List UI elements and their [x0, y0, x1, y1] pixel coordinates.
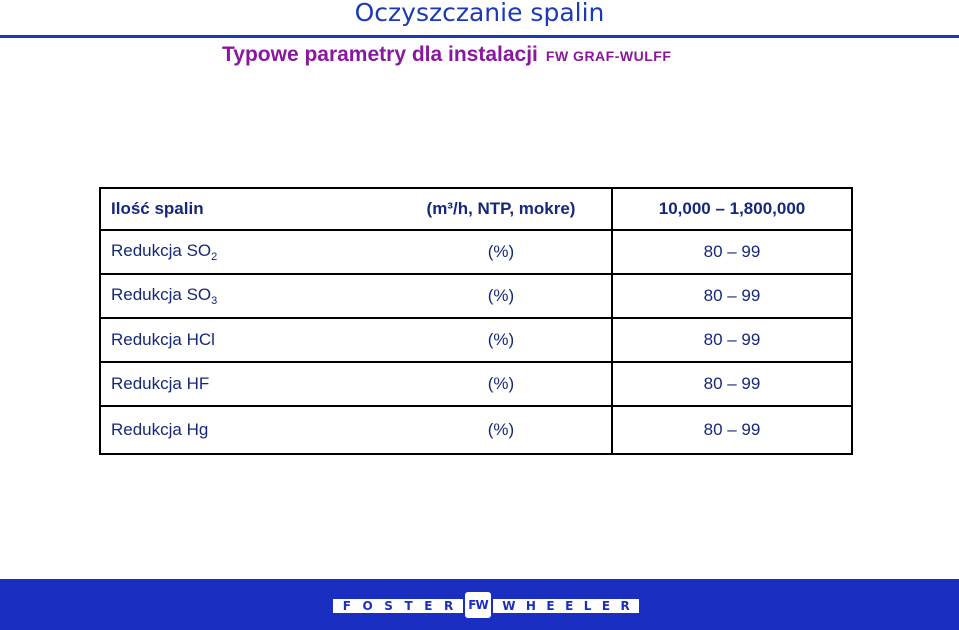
logo-letter: F — [342, 599, 351, 613]
logo-letter: T — [404, 599, 413, 613]
unit-cell: (%) — [391, 318, 612, 362]
param-label: Redukcja Hg — [111, 420, 209, 439]
footer-band — [0, 579, 959, 630]
param-cell — [100, 362, 391, 406]
logo-letter: L — [583, 599, 592, 613]
logo-letter: W — [502, 599, 516, 613]
value-cell: 80 – 99 — [612, 318, 852, 362]
logo-right-bar — [493, 599, 639, 613]
logo-letter: E — [565, 599, 574, 613]
table-row — [100, 362, 852, 406]
param-cell — [100, 230, 391, 274]
unit-cell: (%) — [391, 274, 612, 318]
table-row — [100, 274, 852, 318]
param-label: Redukcja HF — [111, 374, 210, 393]
unit-cell: (%) — [391, 230, 612, 274]
logo-letter: R — [620, 599, 630, 613]
fw-emblem-icon — [465, 592, 491, 618]
param-label: Ilość spalin — [111, 199, 204, 218]
param-label: Redukcja SO — [111, 241, 212, 260]
value-cell: 80 – 99 — [612, 274, 852, 318]
parameters-table — [99, 187, 853, 455]
table-row — [100, 406, 852, 454]
subtitle-text: Typowe parametry dla instalacji — [222, 43, 538, 66]
foster-wheeler-logo — [333, 597, 639, 615]
unit-cell: (%) — [391, 406, 612, 454]
logo-letter: E — [546, 599, 555, 613]
param-label: Redukcja SO — [111, 285, 212, 304]
param-subscript: 3 — [211, 295, 218, 307]
value-cell: 80 – 99 — [612, 230, 852, 274]
page-title: Oczyszczanie spalin — [354, 0, 605, 27]
param-cell — [100, 188, 391, 230]
logo-letter: H — [525, 599, 536, 613]
param-cell — [100, 406, 391, 454]
param-cell — [100, 318, 391, 362]
value-cell: 80 – 99 — [612, 362, 852, 406]
logo-letter: E — [424, 599, 433, 613]
logo-emblem-text: FW — [468, 598, 488, 612]
subtitle-brand: FW GRAF-WULFF — [545, 48, 672, 64]
subtitle — [222, 43, 671, 67]
table-row — [100, 318, 852, 362]
logo-letter: E — [601, 599, 611, 613]
value-cell: 80 – 99 — [612, 406, 852, 454]
title-underline — [0, 35, 959, 38]
logo-letter: O — [362, 599, 373, 613]
param-subscript: 2 — [211, 251, 218, 263]
logo-left-bar — [333, 599, 463, 613]
logo-letter: S — [384, 599, 393, 613]
param-cell — [100, 274, 391, 318]
table-row — [100, 188, 852, 230]
value-cell: 10,000 – 1,800,000 — [612, 188, 852, 230]
logo-letter: R — [443, 599, 454, 613]
unit-cell: (m³/h, NTP, mokre) — [426, 199, 576, 218]
table-row — [100, 230, 852, 274]
param-label: Redukcja HCl — [111, 330, 215, 349]
unit-cell: (%) — [391, 362, 612, 406]
